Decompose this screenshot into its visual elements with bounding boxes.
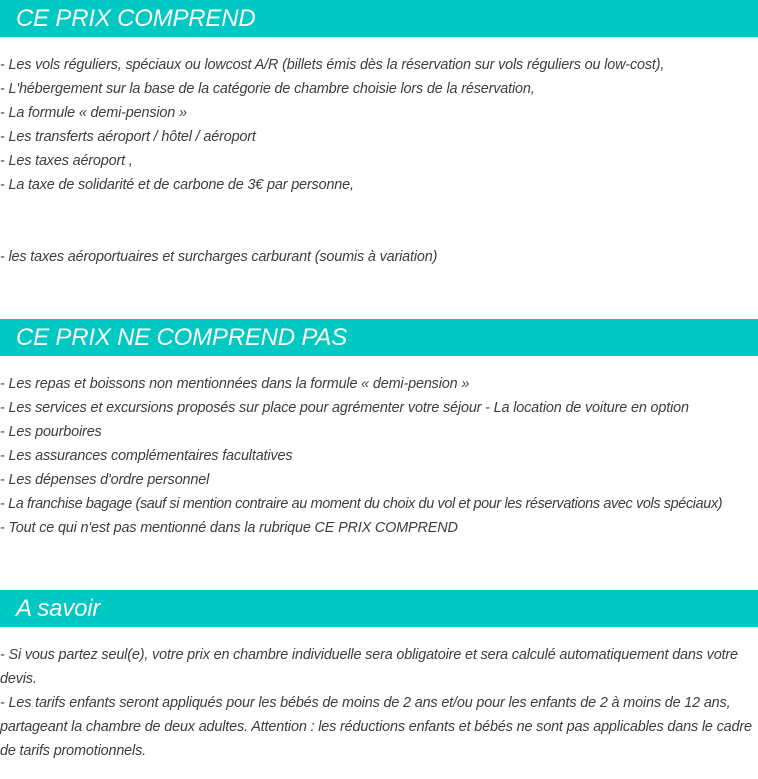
section-header-ce-prix-ne-comprend-pas bbox=[0, 319, 758, 356]
list-item: - La franchise bagage (sauf si mention contraire au moment du choix du vol et pour les réservations avec vols spéciaux) bbox=[0, 496, 723, 512]
list-item: - Les tarifs enfants seront appliqués pour les bébés de moins de 2 ans et/ou pour les enfants de 2 à moins de 12 ans, partageant la chambre de deux adultes. Attention : les réductions enfants et bébés ne sont pas applicables dans le cadre de tarifs promotionnels. bbox=[0, 695, 752, 759]
section-body-ce-prix-ne-comprend-pas bbox=[0, 372, 756, 540]
list-item: - les taxes aéroportuaires et surcharges carburant (soumis à variation) bbox=[0, 249, 438, 265]
list-item: - Les pourboires bbox=[0, 424, 102, 440]
section-title: CE PRIX COMPREND bbox=[16, 4, 256, 32]
section-header-ce-prix-comprend bbox=[0, 0, 758, 37]
list-item: - Les services et excursions proposés sur place pour agrémenter votre séjour - La location de voiture en option bbox=[0, 400, 689, 416]
list-item: - Les vols réguliers, spéciaux ou lowcost A/R (billets émis dès la réservation sur vols réguliers ou low-cost), bbox=[0, 57, 665, 73]
list-item: - Si vous partez seul(e), votre prix en chambre individuelle sera obligatoire et sera calculé automatiquement dans votre devis. bbox=[0, 647, 738, 687]
list-item: - Les assurances complémentaires facultatives bbox=[0, 448, 293, 464]
section-header-a-savoir bbox=[0, 590, 758, 627]
list-item: - Les dépenses d'ordre personnel bbox=[0, 472, 210, 488]
list-item: - Les taxes aéroport , bbox=[0, 153, 133, 169]
section-title: A savoir bbox=[16, 594, 101, 622]
section-body-a-savoir bbox=[0, 643, 756, 763]
section-title: CE PRIX NE COMPREND PAS bbox=[16, 323, 348, 351]
list-item: - L'hébergement sur la base de la catégorie de chambre choisie lors de la réservation, bbox=[0, 81, 535, 97]
list-item: - La formule « demi-pension » bbox=[0, 105, 187, 121]
list-item: - Les transferts aéroport / hôtel / aéroport bbox=[0, 129, 256, 145]
list-item: - Les repas et boissons non mentionnées dans la formule « demi-pension » bbox=[0, 376, 470, 392]
list-item: - Tout ce qui n'est pas mentionné dans la rubrique CE PRIX COMPREND bbox=[0, 520, 458, 536]
spacer bbox=[0, 197, 756, 245]
section-body-ce-prix-comprend bbox=[0, 53, 756, 269]
list-item: - La taxe de solidarité et de carbone de 3€ par personne, bbox=[0, 177, 354, 193]
